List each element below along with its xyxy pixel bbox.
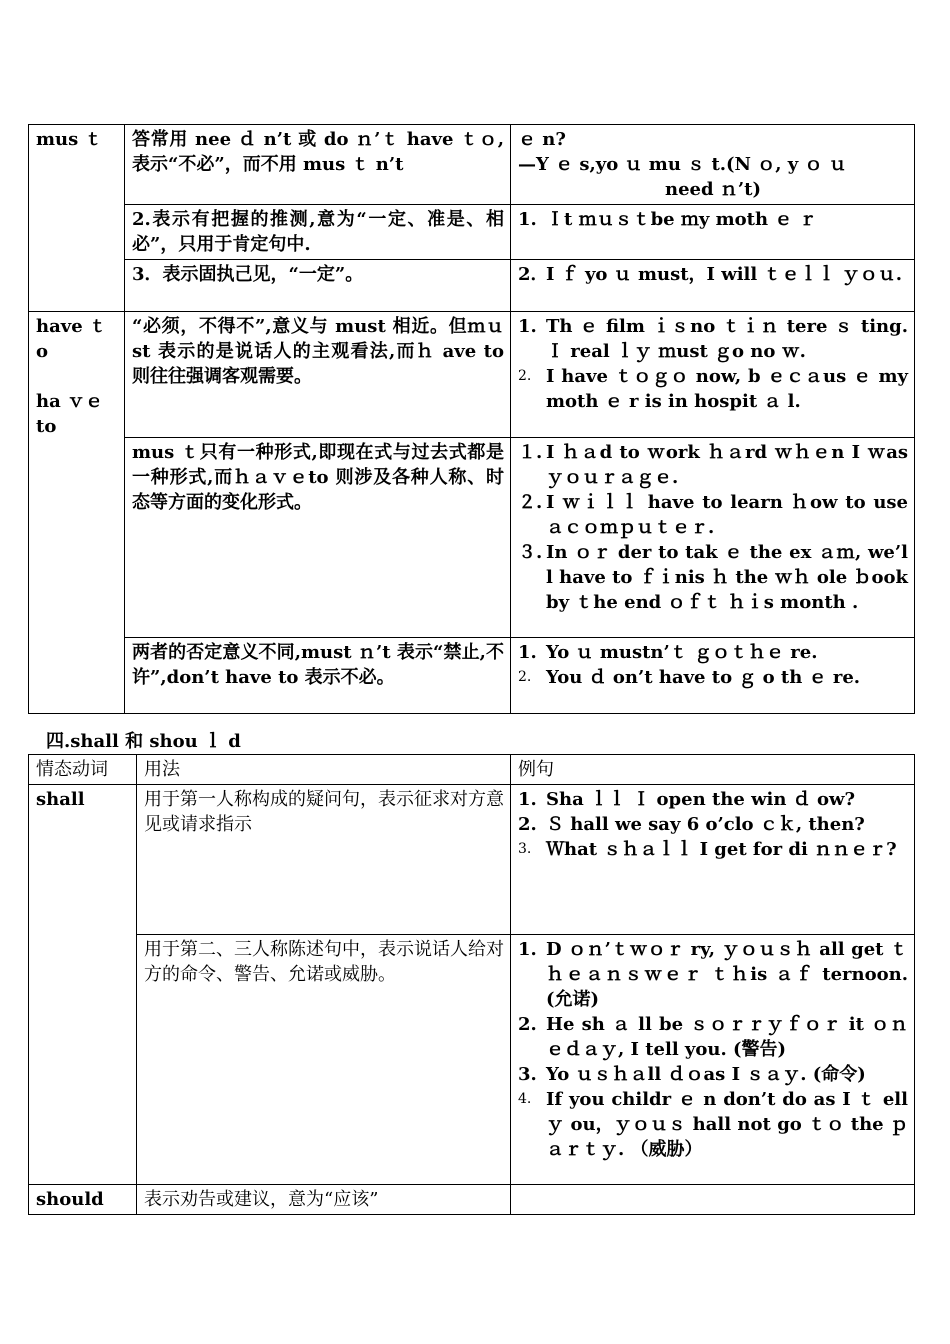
table-row bbox=[29, 935, 915, 1185]
example-item: 1. Sha ｌｌ Ｉ open the win ｄ ow? bbox=[518, 789, 856, 810]
modal-cell-have-to: have ｔ o ha ｖｅ to bbox=[29, 312, 125, 714]
example-line: need ｎ’t) bbox=[665, 179, 761, 200]
example-item: 3. Ｗhat ｓｈａｌｌ I get for di ｎｎｅｒ? bbox=[518, 839, 897, 860]
table-row bbox=[29, 312, 915, 438]
usage-cell: 表示劝告或建议，意为“应该” bbox=[137, 1185, 511, 1215]
table-row bbox=[29, 260, 915, 312]
example-cell bbox=[511, 785, 915, 935]
example-cell bbox=[511, 125, 915, 205]
example-cell bbox=[511, 638, 915, 714]
usage-cell: 3．表示固执己见，“一定”。 bbox=[125, 260, 511, 312]
table-row bbox=[29, 125, 915, 205]
example-cell bbox=[511, 205, 915, 260]
example-item: 1. D ｏｎ’ｔｗｏｒ ry, ｙｏｕｓｈ all get ｔｈｅａｎｓｗｅｒ ｔｈis ａｆ ternoon.(允诺) bbox=[518, 939, 908, 1010]
table-row bbox=[29, 205, 915, 260]
example-item: 3. Yo ｕｓｈａll ｄｏas I ｓａｙ. (命令) bbox=[518, 1064, 866, 1085]
example-item: 2. I have ｔｏｇｏ now, b ｅｃａus ｅ my moth ｅ r is in hospit ａ l. bbox=[518, 366, 908, 412]
table-header-row bbox=[29, 755, 915, 785]
example-item: 1. Th ｅ film ｉｓno ｔｉｎ tere ｓ ting. Ｉ real ｌｙ ｍust ｇo no ｗ. bbox=[518, 316, 908, 362]
example-cell bbox=[511, 438, 915, 638]
section-title: 四.shall 和 shou ｌ d bbox=[46, 731, 241, 752]
example-line: —Y ｅ s,yo ｕ mu ｓ t.(N ｏ, y ｏ ｕ bbox=[518, 154, 847, 175]
example-cell bbox=[511, 935, 915, 1185]
example-item: 2. Ｓ hall we say 6 o’clo ｃｋ, then? bbox=[518, 814, 865, 835]
usage-cell: 用于第二、三人称陈述句中，表示说话人给对方的命令、警告、允诺或威胁。 bbox=[137, 935, 511, 1185]
example-item: 2. You ｄ on’t have to ｇ o th ｅ re. bbox=[518, 667, 861, 688]
modal-verbs-table-shall-should bbox=[28, 754, 915, 1215]
example-item: １. I ｈａd to ｗork ｈａrd ｗｈｅn I ｗas ｙｏｕｒａｇｅ. bbox=[518, 442, 908, 488]
example-item: 2. He sh ａ ll be ｓｏｒｒｙｆｏｒ it ｏｎｅｄａｙ, I tell you. (警告) bbox=[518, 1014, 908, 1060]
usage-cell: mus ｔ只有一种形式,即现在式与过去式都是一种形式,而ｈａｖｅto 则涉及各种人称、时态等方面的变化形式。 bbox=[125, 438, 511, 638]
usage-cell: 用于第一人称构成的疑问句，表示征求对方意见或请求指示 bbox=[137, 785, 511, 935]
example-item: 4. If you childr ｅ n don’t do as I ｔ ell ｙ ou，ｙｏｕｓ hall not go ｔｏ the ｐａｒｔｙ. （威胁） bbox=[518, 1089, 908, 1160]
table-row bbox=[29, 785, 915, 935]
usage-cell: 2.表示有把握的推测,意为“一定、准是、相必”，只用于肯定句中. bbox=[125, 205, 511, 260]
example-cell bbox=[511, 260, 915, 312]
modal-cell-should: should bbox=[29, 1185, 137, 1215]
usage-cell: 答常用 nee ｄ n’t 或 do ｎ’ｔ have ｔｏ,表示“不必”，而不用 mus ｔ n’t bbox=[125, 125, 511, 205]
example-item: 1. Ｉt ｍｕｓｔbe ｍy moth ｅ ｒ bbox=[518, 209, 817, 230]
example-item: ３. In ｏｒ der to tak ｅ the ex ａｍ, we’ll have to ｆｉnis ｈ the ｗｈ ole ｂook by ｔhe end ｏｆｔ ｈｉs month . bbox=[518, 542, 908, 613]
table-row bbox=[29, 638, 915, 714]
usage-cell: “必须，不得不”,意义与 must 相近。但ｍｕ st 表示的是说话人的主观看法,而ｈ ave to 则往往强调客观需要。 bbox=[125, 312, 511, 438]
header-usage: 用法 bbox=[137, 755, 511, 785]
modal-cell-shall: shall bbox=[29, 785, 137, 1185]
example-item: 1. Yo ｕ mustn’ｔ ｇｏｔｈｅ re. bbox=[518, 642, 818, 663]
usage-cell: 两者的否定意义不同,must ｎ’t 表示“禁止,不许”,don’t have to 表示不必。 bbox=[125, 638, 511, 714]
header-examples: 例句 bbox=[511, 755, 915, 785]
example-item: 2． I ｆ yo ｕ must，I will ｔｅｌｌ ｙｏｕ. bbox=[518, 264, 903, 285]
example-cell bbox=[511, 1185, 915, 1215]
modal-cell-must: mus ｔ bbox=[29, 125, 125, 312]
example-line: ｅ n? bbox=[518, 129, 566, 150]
table-row bbox=[29, 438, 915, 638]
example-item: ２. I ｗｉｌｌ have to learn ｈow to use ａｃｏｍｐｕｔｅｒ. bbox=[518, 492, 908, 538]
modal-verbs-table-must bbox=[28, 124, 915, 714]
header-modal: 情态动词 bbox=[29, 755, 137, 785]
table-row bbox=[29, 1185, 915, 1215]
example-cell bbox=[511, 312, 915, 438]
